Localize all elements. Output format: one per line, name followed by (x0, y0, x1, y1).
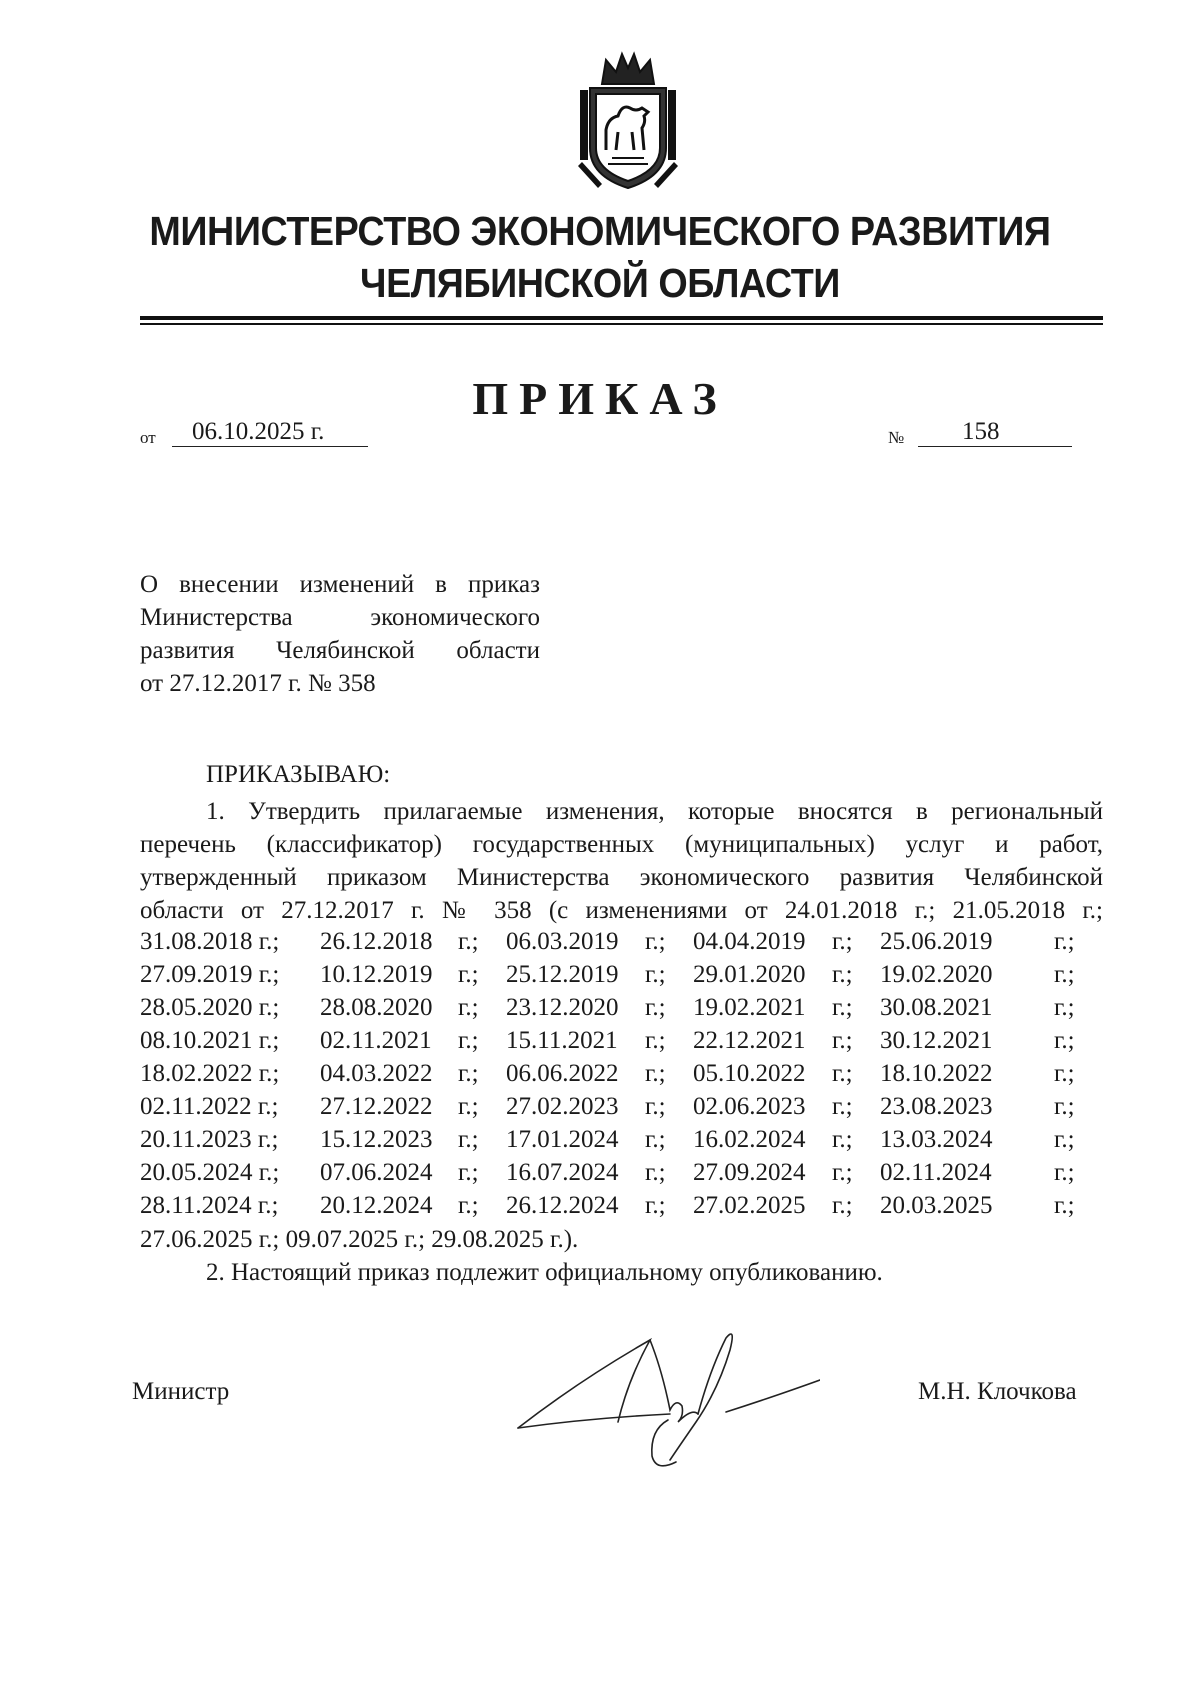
amendment-date: 18.10.2022 (880, 1060, 993, 1087)
date-grid-row (140, 994, 1103, 1026)
paragraph-1-line: утвержденный приказом Министерства экономического развития Челябинской (140, 864, 1103, 891)
amendment-date: 25.12.2019 (506, 961, 619, 988)
paragraph-1-line: 1. Утвердить прилагаемые изменения, которые вносятся в региональный (206, 798, 1103, 825)
amendment-date: 20.12.2024 (320, 1192, 433, 1219)
amendment-date: г.; (1054, 994, 1075, 1021)
amendment-date: 27.02.2023 (506, 1093, 619, 1120)
amendment-date: г.; (1054, 1192, 1075, 1219)
amendment-date: 22.12.2021 (693, 1027, 806, 1054)
amendment-date: 02.11.2022 г.; (140, 1093, 279, 1120)
signatory-name: М.Н. Клочкова (918, 1378, 1077, 1405)
amendment-date: 26.12.2024 (506, 1192, 619, 1219)
amendment-date: г.; (458, 1060, 479, 1087)
amendment-date: 27.02.2025 (693, 1192, 806, 1219)
paragraph-1-line: перечень (классификатор) государственных (муниципальных) услуг и работ, (140, 831, 1103, 858)
date-grid-row (140, 1126, 1103, 1158)
amendment-date: г.; (1054, 961, 1075, 988)
amendment-date: 20.11.2023 г.; (140, 1126, 279, 1153)
amendment-date: г.; (458, 1027, 479, 1054)
amendment-date: г.; (458, 1192, 479, 1219)
subject-line: от 27.12.2017 г. № 358 (140, 670, 376, 697)
amendment-date: 27.12.2022 (320, 1093, 433, 1120)
amendment-date: 15.12.2023 (320, 1126, 433, 1153)
amendment-date: 06.03.2019 (506, 928, 619, 955)
amendment-date: 05.10.2022 (693, 1060, 806, 1087)
date-grid-row (140, 1159, 1103, 1191)
ministry-name-line1: МИНИСТЕРСТВО ЭКОНОМИЧЕСКОГО РАЗВИТИЯ (149, 208, 1051, 254)
amendment-date: 08.10.2021 г.; (140, 1027, 280, 1054)
amendment-date: 16.07.2024 (506, 1159, 619, 1186)
amendment-date: г.; (645, 928, 666, 955)
amendment-date: г.; (458, 961, 479, 988)
amendment-date: г.; (645, 961, 666, 988)
header-divider-thick (140, 316, 1103, 320)
amendment-date: 20.05.2024 г.; (140, 1159, 280, 1186)
amendment-date: 26.12.2018 (320, 928, 433, 955)
amendment-date: 23.12.2020 (506, 994, 619, 1021)
paragraph-1-line: области от 27.12.2017 г. № 358 (с изменениями от 24.01.2018 г.; 21.05.2018 г.; (140, 897, 1103, 924)
date-grid-row (140, 1060, 1103, 1092)
amendment-date: г.; (645, 1093, 666, 1120)
order-word: ПРИКАЗЫВАЮ: (206, 761, 391, 788)
amendment-date: г.; (1054, 928, 1075, 955)
amendment-date: г.; (832, 928, 853, 955)
amendment-date: 19.02.2021 (693, 994, 806, 1021)
amendment-date: г.; (1054, 1060, 1075, 1087)
amendment-date: 30.08.2021 (880, 994, 993, 1021)
date-grid-row (140, 1027, 1103, 1059)
amendment-date: г.; (458, 1159, 479, 1186)
amendment-date: г.; (645, 1027, 666, 1054)
document-type-title: ПРИКАЗ (472, 373, 728, 424)
amendment-date: г.; (458, 928, 479, 955)
signatory-position: Министр (132, 1378, 230, 1405)
amendment-date: г.; (832, 994, 853, 1021)
amendment-date: 30.12.2021 (880, 1027, 993, 1054)
amendment-date: 31.08.2018 г.; (140, 928, 280, 955)
amendment-date: г.; (832, 1027, 853, 1054)
date-grid-row (140, 961, 1103, 993)
amendment-date: г.; (832, 961, 853, 988)
subject-line: О внесении изменений в приказ (140, 571, 540, 598)
date-prefix: от (140, 428, 156, 447)
date-grid-row (140, 928, 1103, 960)
amendment-date: г.; (1054, 1126, 1075, 1153)
paragraph-2: 2. Настоящий приказ подлежит официальному опубликованию. (206, 1259, 883, 1286)
header-divider-thin (140, 323, 1103, 325)
amendment-date: 20.03.2025 (880, 1192, 993, 1219)
amendment-date: 10.12.2019 (320, 961, 433, 988)
order-date: 06.10.2025 г. (172, 418, 368, 447)
ministry-name-line2: ЧЕЛЯБИНСКОЙ ОБЛАСТИ (360, 260, 840, 306)
date-grid-row (140, 1093, 1103, 1125)
amendment-date: 17.01.2024 (506, 1126, 619, 1153)
amendment-date: г.; (458, 1126, 479, 1153)
amendment-date: г.; (1054, 1093, 1075, 1120)
amendment-date: 19.02.2020 (880, 961, 993, 988)
subject-line: Министерства экономического (140, 604, 540, 631)
amendment-date: 16.02.2024 (693, 1126, 806, 1153)
amendment-date: г.; (645, 1126, 666, 1153)
amendment-date: г.; (832, 1192, 853, 1219)
amendment-date: 28.11.2024 г.; (140, 1192, 279, 1219)
amendment-date: г.; (832, 1159, 853, 1186)
amendment-date: 02.06.2023 (693, 1093, 806, 1120)
amendment-date: г.; (1054, 1027, 1075, 1054)
amendment-date: 27.09.2019 г.; (140, 961, 280, 988)
amendment-date: г.; (832, 1126, 853, 1153)
subject-line: развития Челябинской области (140, 637, 540, 664)
amendment-date: 27.09.2024 (693, 1159, 806, 1186)
amendment-date: 06.06.2022 (506, 1060, 619, 1087)
amendment-date: 23.08.2023 (880, 1093, 993, 1120)
amendment-date: 28.05.2020 г.; (140, 994, 280, 1021)
paragraph-1-last-line: 27.06.2025 г.; 09.07.2025 г.; 29.08.2025 г.). (140, 1226, 579, 1253)
amendment-date: 13.03.2024 (880, 1126, 993, 1153)
amendment-date: г.; (645, 1159, 666, 1186)
amendment-date: г.; (458, 1093, 479, 1120)
amendment-date: г.; (645, 1060, 666, 1087)
amendment-date: г.; (645, 994, 666, 1021)
amendment-date: 28.08.2020 (320, 994, 433, 1021)
order-number: 158 (918, 418, 1072, 447)
amendment-date: 02.11.2024 (880, 1159, 992, 1186)
handwritten-signature (500, 1310, 820, 1510)
amendment-date: 04.04.2019 (693, 928, 806, 955)
number-prefix: № (888, 428, 905, 447)
amendment-date: г.; (832, 1060, 853, 1087)
amendment-date: г.; (1054, 1159, 1075, 1186)
amendment-date: 29.01.2020 (693, 961, 806, 988)
amendment-date: г.; (645, 1192, 666, 1219)
amendment-date: 25.06.2019 (880, 928, 993, 955)
amendment-date: 07.06.2024 (320, 1159, 433, 1186)
amendment-date: 15.11.2021 (506, 1027, 618, 1054)
amendment-date: 02.11.2021 (320, 1027, 432, 1054)
coat-of-arms-emblem (572, 50, 684, 194)
amendment-date: 04.03.2022 (320, 1060, 433, 1087)
date-grid-row (140, 1192, 1103, 1224)
amendment-date: 18.02.2022 г.; (140, 1060, 280, 1087)
amendment-date: г.; (832, 1093, 853, 1120)
order-subject (140, 568, 540, 700)
amendment-date: г.; (458, 994, 479, 1021)
